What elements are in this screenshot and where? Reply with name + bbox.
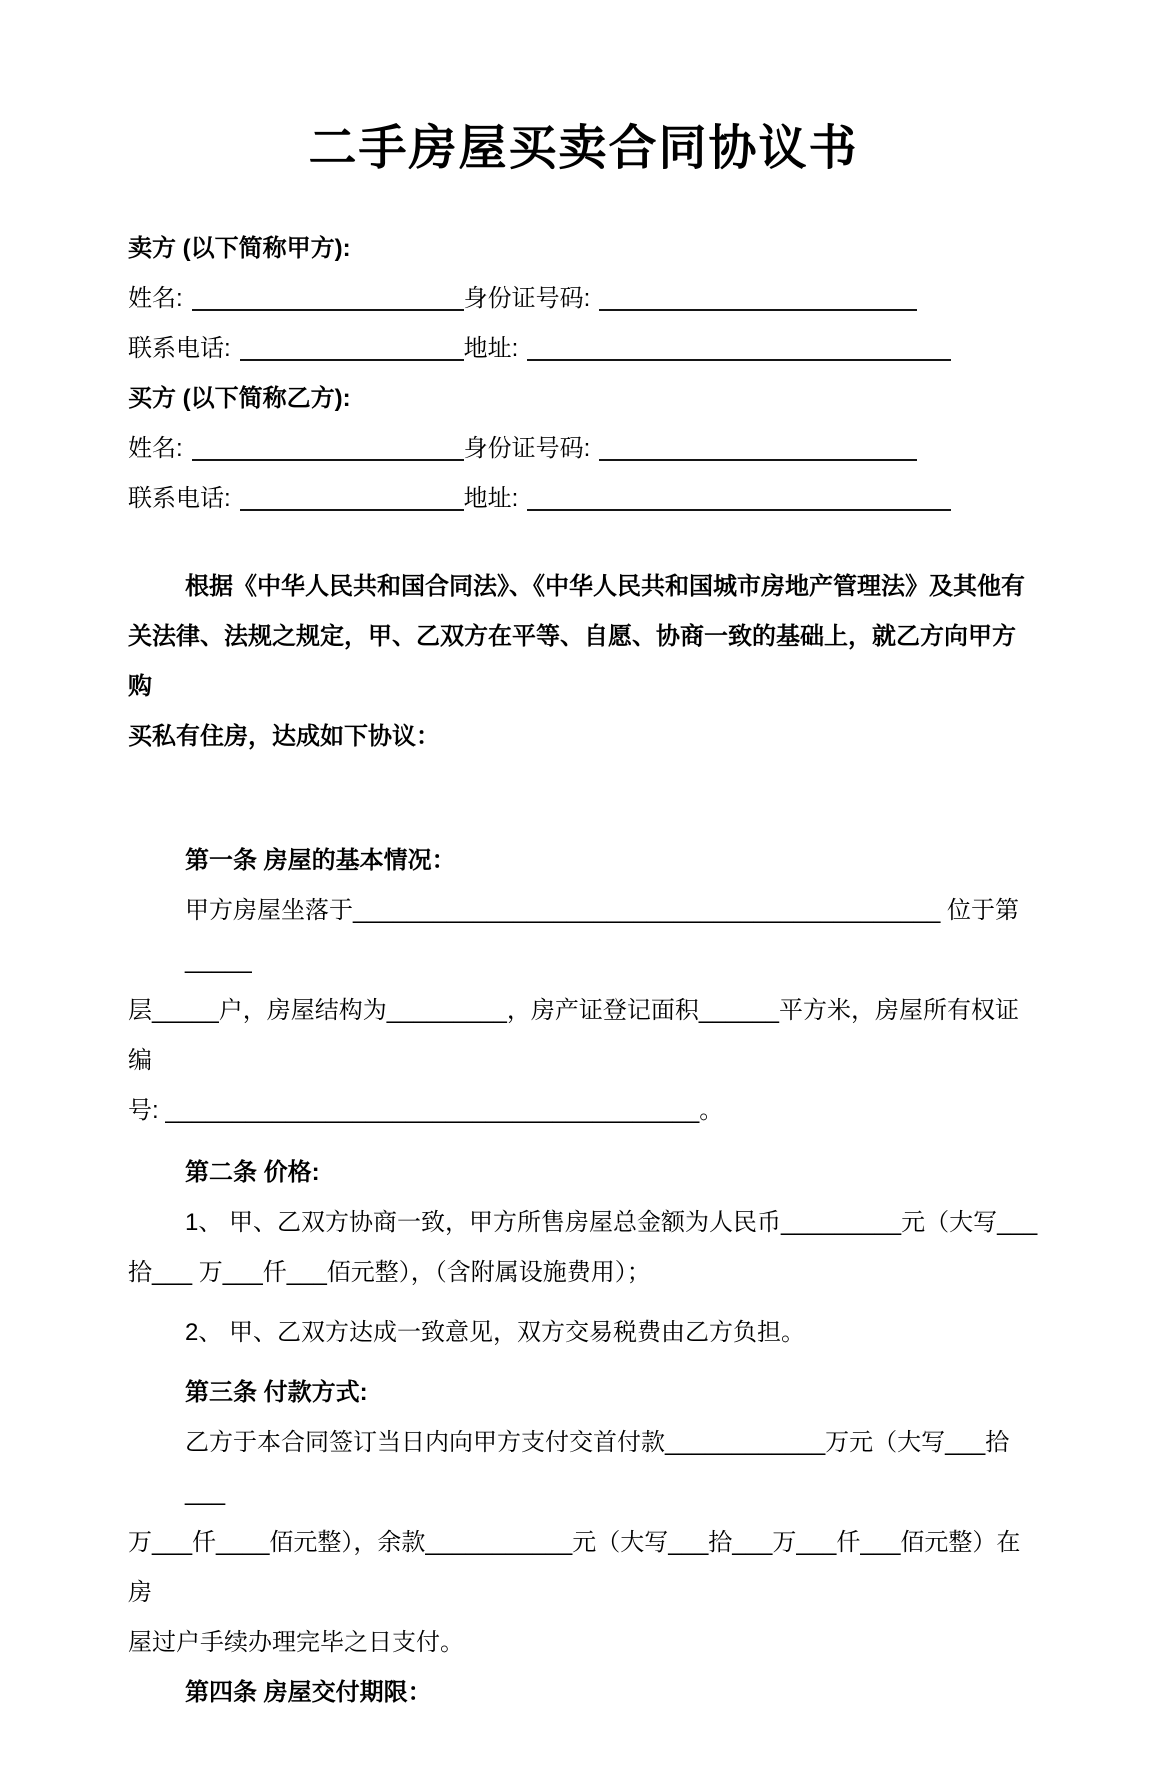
seller-address-label: 地址: (463, 335, 519, 363)
buyer-name-field[interactable] (192, 435, 464, 461)
buyer-address-field[interactable] (527, 485, 951, 511)
buyer-id-field[interactable] (599, 435, 917, 461)
contract-page (0, 118, 1167, 1769)
seller-contact-row (128, 324, 1039, 374)
article-4 (128, 1668, 1039, 1718)
article-1-line: 号: ________________________________________。 (128, 1097, 724, 1125)
seller-name-field[interactable] (192, 285, 464, 311)
buyer-section (128, 374, 1039, 524)
article-3 (128, 1368, 1039, 1668)
seller-section (128, 224, 1039, 374)
article-1-line: 甲方房屋坐落于____________________________________________ 位于第_____ (185, 897, 1019, 975)
document-title: 二手房屋买卖合同协议书 (308, 122, 859, 175)
intro-paragraph (128, 562, 1039, 762)
seller-phone-field[interactable] (240, 335, 464, 361)
buyer-heading: 买方 (以下简称乙方): (128, 385, 351, 413)
seller-phone-label: 联系电话: (128, 335, 231, 363)
article-2-line: 2、 甲、乙双方达成一致意见，双方交易税费由乙方负担。 (185, 1319, 806, 1347)
article-3-heading: 第三条 付款方式: (185, 1379, 368, 1407)
seller-id-label: 身份证号码: (463, 285, 591, 313)
article-2-line: 拾___ 万___仟___佰元整），（含附属设施费用）； (128, 1259, 651, 1287)
article-3-line: 屋过户手续办理完毕之日支付。 (128, 1629, 464, 1657)
article-3-line: 万___仟____佰元整），余款___________元（大写___拾___万___仟___佰元整）在房 (128, 1529, 1021, 1607)
article-1-line: 层_____户，房屋结构为_________，房产证登记面积______平方米，房屋所有权证编 (128, 997, 1019, 1075)
seller-heading: 卖方 (以下简称甲方): (128, 235, 351, 263)
intro-line: 买私有住房，达成如下协议： (128, 723, 440, 751)
buyer-address-label: 地址: (463, 485, 519, 513)
article-1 (128, 836, 1039, 1136)
seller-name-label: 姓名: (128, 285, 183, 313)
article-2 (128, 1148, 1039, 1358)
article-1-heading: 第一条 房屋的基本情况： (185, 847, 456, 875)
buyer-name-row (128, 424, 1039, 474)
seller-address-field[interactable] (527, 335, 951, 361)
seller-name-row (128, 274, 1039, 324)
article-3-line: 乙方于本合同签订当日内向甲方支付交首付款____________万元（大写___拾___ (185, 1429, 1010, 1507)
article-2-line: 1、 甲、乙双方协商一致，甲方所售房屋总金额为人民币_________元（大写___ (185, 1209, 1038, 1237)
seller-id-field[interactable] (599, 285, 917, 311)
article-2-heading: 第二条 价格: (185, 1159, 320, 1187)
intro-line: 关法律、法规之规定，甲、乙双方在平等、自愿、协商一致的基础上，就乙方向甲方购 (128, 623, 1016, 701)
buyer-id-label: 身份证号码: (463, 435, 591, 463)
buyer-name-label: 姓名: (128, 435, 183, 463)
buyer-contact-row (128, 474, 1039, 524)
buyer-phone-label: 联系电话: (128, 485, 231, 513)
buyer-phone-field[interactable] (240, 485, 464, 511)
intro-line: 根据《中华人民共和国合同法》、《中华人民共和国城市房地产管理法》及其他有 (185, 573, 1025, 601)
article-4-heading: 第四条 房屋交付期限： (185, 1679, 432, 1707)
